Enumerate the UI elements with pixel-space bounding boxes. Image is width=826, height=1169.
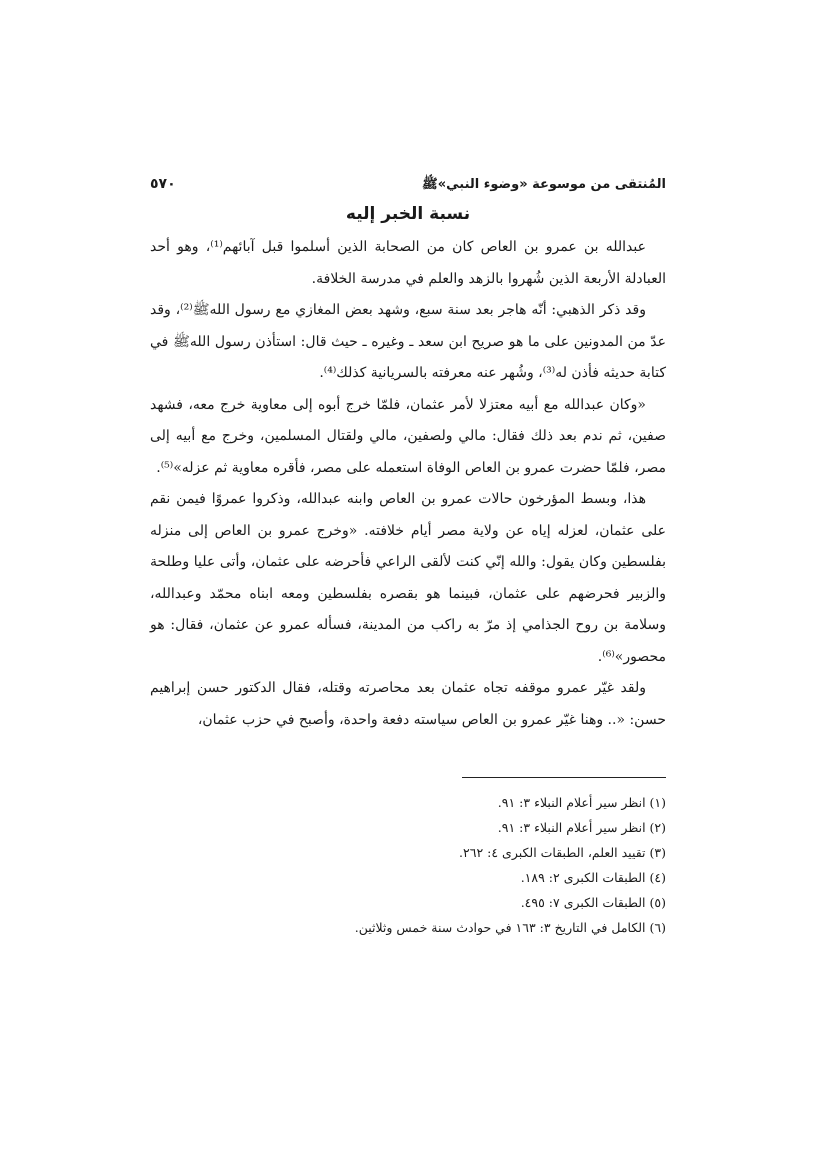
body-text	[150, 232, 666, 736]
footnote: (١) انظر سير أعلام النبلاء ٣: ٩١.	[497, 795, 666, 810]
footnote: (٤) الطبقات الكبرى ٢: ١٨٩.	[520, 870, 666, 885]
paragraph: «وكان عبدالله مع أبيه معتزلا لأمر عثمان، فلمّا خرج أبوه إلى معاوية خرج معه، فشهد صفين، ثم ندم بعد ذلك فقال: مالي ولصفين، مالي ولقتال المسلمين، وخرج مع أبيه إلى مصر، فلمّا حضرت عمرو بن العاص الوفاة استعمله على مصر، فأقره معاوية ثم عزله»⁽⁵⁾.	[150, 396, 666, 476]
paragraph: وقد ذكر الذهبي: أنّه هاجر بعد سنة سبع، وشهد بعض المغازي مع رسول اللهﷺ⁽²⁾، وقد عدّ من المدونين على ما هو صريح ابن سعد ـ وغيره ـ حيث قال: استأذن رسول اللهﷺ في كتابة حديثه فأذن له⁽³⁾، وشُهر عنه معرفته بالسريانية كذلك⁽⁴⁾.	[150, 302, 666, 381]
footnote: (٥) الطبقات الكبرى ٧: ٤٩٥.	[520, 895, 666, 910]
running-title: المُنتقى من موسوعة «وضوء النبي»ﷺ	[422, 177, 666, 192]
book-page	[150, 176, 666, 940]
page-number: ٥٧٠	[150, 176, 176, 192]
footnote-divider	[462, 777, 666, 778]
paragraph: هذا، وبسط المؤرخون حالات عمرو بن العاص وابنه عبدالله، وذكروا عمروًا فيمن نقم على عثمان، لعزله إياه عن ولاية مصر أيام خلافته. «وخرج عمرو بن العاص إلى منزله بفلسطين وكان يقول: والله إنّي كنت لألقى الراعي فأحرضه على عثمان، وأتى عليا وطلحة والزبير فحرضهم على عثمان، فبينما هو بقصره بفلسطين ومعه ابناه محمّد وعبدالله، وسلامة بن روح الجذامي إذ مرّ به راكب من المدينة، فسأله عمرو عن عثمان، فقال: هو محصور»⁽⁶⁾.	[150, 491, 666, 665]
running-head	[150, 176, 666, 200]
section-title: نسبة الخبر إليه	[345, 204, 471, 224]
footnote: (٦) الكامل في التاريخ ٣: ١٦٣ في حوادث سنة خمس وثلاثين.	[354, 920, 666, 935]
paragraph: عبدالله بن عمرو بن العاص كان من الصحابة الذين أسلموا قبل آبائهم⁽¹⁾، وهو أحد العبادلة الأربعة الذين شُهروا بالزهد والعلم في مدرسة الخلافة.	[150, 239, 666, 287]
paragraph: ولقد غيّر عمرو موقفه تجاه عثمان بعد محاصرته وقتله، فقال الدكتور حسن إبراهيم حسن: «.. وهنا غيّر عمرو بن العاص سياسته دفعة واحدة، وأصبح في حزب عثمان،	[150, 680, 666, 728]
footnote: (٢) انظر سير أعلام النبلاء ٣: ٩١.	[497, 820, 666, 835]
footnotes	[150, 790, 666, 940]
footnote: (٣) تقييد العلم، الطبقات الكبرى ٤: ٢٦٢.	[459, 845, 666, 860]
